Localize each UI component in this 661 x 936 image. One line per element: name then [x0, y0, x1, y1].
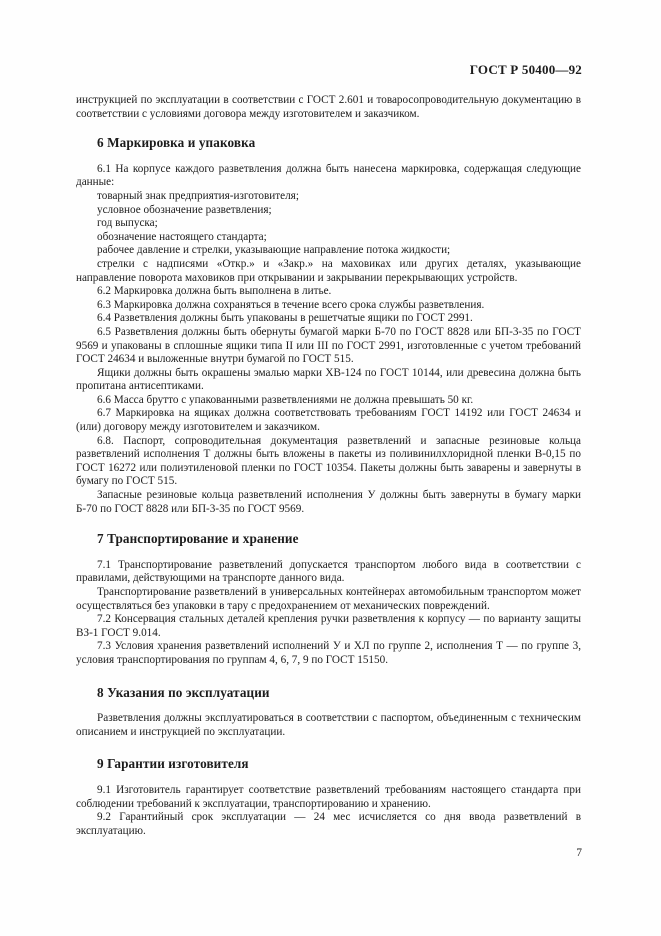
paragraph-7-2: 7.2 Консервация стальных деталей крепления ручки разветвления к корпусу — по варианту защиты ВЗ-1 ГОСТ 9.014.: [76, 613, 581, 639]
paragraph-6-2: 6.2 Маркировка должна быть выполнена в литье.: [97, 285, 332, 298]
paragraph-7-1: 7.1 Транспортирование разветвлений допускается транспортом любого вида в соответствии с правилами, действующими на транспорте данного вида.: [76, 558, 581, 585]
document-header: ГОСТ Р 50400—92: [469, 62, 582, 77]
paragraph-6-7: 6.7 Маркировка на ящиках должна соответствовать требованиям ГОСТ 14192 или ГОСТ 24634 и (или) договору между изготовителем и заказчиком.: [76, 407, 581, 434]
section-7-title: 7 Транспортирование и хранение: [97, 531, 299, 547]
paragraph-6-3: 6.3 Маркировка должна сохраняться в течение всего срока службы разветвления.: [97, 298, 485, 311]
paragraph-6-6: 6.6 Масса брутто с упакованными разветвлениями не должна превышать 50 кг.: [97, 393, 474, 406]
list-item: рабочее давление и стрелки, указывающие направление потока жидкости;: [97, 244, 451, 257]
paragraph-6-5: 6.5 Разветвления должны быть обернуты бумагой марки Б-70 по ГОСТ 8828 или БП-3-35 по ГОСТ 9569 и упакованы в сплошные ящики типа II или III по ГОСТ 2991, изготовленные с учетом требований ГОСТ 24634 и выложенные внутри бумагой по ГОСТ 515.: [76, 325, 581, 366]
paragraph-6-1: 6.1 На корпусе каждого разветвления должна быть нанесена маркировка, содержащая следующие данные:: [76, 162, 581, 189]
paragraph-8: Разветвления должны эксплуатироваться в соответствии с паспортом, объединенным с техническим описанием и инструкцией по эксплуатации.: [76, 712, 581, 738]
list-item: стрелки с надписями «Откр.» и «Закр.» на маховиках или других деталях, указывающие направление поворота маховиков при открывании и закрывании перекрывающих устройств.: [76, 257, 581, 284]
page-number: 7: [576, 847, 582, 859]
intro-paragraph: инструкцией по эксплуатации в соответствии с ГОСТ 2.601 и товаросопроводительную документацию в соответствии с условиями договора между изготовителем и заказчиком.: [76, 94, 581, 120]
document-body: [76, 94, 581, 838]
paragraph-7-3: 7.3 Условия хранения разветвлений исполнений У и ХЛ по группе 2, исполнения Т — по группе 3, условия транспортирования по группам 4, 6, 7, 9 по ГОСТ 15150.: [76, 640, 581, 666]
section-9-title: 9 Гарантии изготовителя: [97, 756, 249, 772]
paragraph-6-8-rings: Запасные резиновые кольца разветвлений исполнения У должны быть завернуты в бумагу марки Б-70 по ГОСТ 8828 или БП-3-35 по ГОСТ 9569.: [76, 489, 581, 515]
section-8-title: 8 Указания по эксплуатации: [97, 684, 270, 700]
list-item: товарный знак предприятия-изготовителя;: [97, 189, 299, 202]
list-item: год выпуска;: [97, 217, 158, 230]
list-item: условное обозначение разветвления;: [97, 203, 272, 216]
paragraph-6-8: 6.8. Паспорт, сопроводительная документация разветвлений и запасные резиновые кольца разветвлений исполнения Т должны быть вложены в пакеты из поливинилхлоридной пленки В-0,15 по ГОСТ 16272 или полиэтиленовой пленки по ГОСТ 10354. Пакеты должны быть заварены и завернуты в бумагу по ГОСТ 515.: [76, 434, 581, 488]
section-6-title: 6 Маркировка и упаковка: [97, 135, 256, 151]
paragraph-6-4: 6.4 Разветвления должны быть упакованы в решетчатые ящики по ГОСТ 2991.: [97, 312, 473, 325]
paragraph-9-1: 9.1 Изготовитель гарантирует соответствие разветвлений требованиям настоящего стандарта при соблюдении требований к эксплуатации, транспортированию и хранению.: [76, 783, 581, 810]
list-item: обозначение настоящего стандарта;: [97, 230, 267, 243]
paragraph-6-5-boxes: Ящики должны быть окрашены эмалью марки ХВ-124 по ГОСТ 10144, или древесина должна быть пропитана антисептиками.: [76, 366, 581, 393]
paragraph-7-1-containers: Транспортирование разветвлений в универсальных контейнерах автомобильным транспортом может осуществляться без упаковки в тару с предохранением от механических повреждений.: [76, 586, 581, 612]
paragraph-9-2: 9.2 Гарантийный срок эксплуатации — 24 мес исчисляется со дня ввода разветвлений в эксплуатацию.: [76, 811, 581, 837]
